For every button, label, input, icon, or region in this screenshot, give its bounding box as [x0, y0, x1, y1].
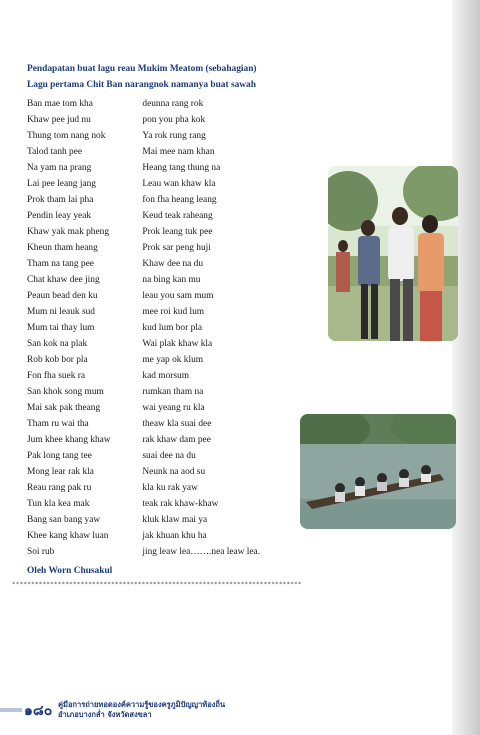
lyric-line-left: Khee kang khaw luan: [27, 531, 109, 541]
lyric-line-left: Bang san bang yaw: [27, 515, 101, 525]
lyric-line-left: Tham na tang pee: [27, 259, 94, 269]
lyric-line-right: suai dee na du: [142, 451, 196, 461]
lyric-line-left: San kok na plak: [27, 339, 88, 349]
lyric-line-left: Soi rub: [27, 547, 55, 557]
lyric-line-left: Na yam na prang: [27, 163, 92, 173]
lyric-row: [27, 256, 277, 272]
footer-line-2: อำเภอบางกล่ำ จังหวัดสงขลา: [58, 710, 152, 719]
lyric-line-right: teak rak khaw-khaw: [142, 499, 219, 509]
lyric-line-left: Talod tanh pee: [27, 147, 83, 157]
lyric-line-left: Rob kob bor pla: [27, 355, 88, 365]
field-people-photo: [328, 166, 458, 341]
lyric-line-left: Tham ru wai tha: [27, 419, 89, 429]
lyric-line-right: Khaw dee na du: [142, 259, 204, 269]
lyric-row: [27, 528, 277, 544]
lyric-line-right: Heang tang thung na: [142, 163, 221, 173]
lyric-row: [27, 224, 277, 240]
lyric-line-right: Prok sar peng huji: [142, 243, 211, 253]
lyric-line-right: Wai plak khaw kla: [142, 339, 213, 349]
lyric-line-left: Kheun tham heang: [27, 243, 98, 253]
lyric-line-right: jing leaw lea…….nea leaw lea.: [142, 547, 261, 557]
footer-caption: [58, 700, 225, 720]
lyric-row: [27, 384, 277, 400]
lyric-row: [27, 176, 277, 192]
lyric-row: [27, 544, 277, 560]
lyric-line-left: San khok song mum: [27, 387, 104, 397]
lyric-row: [27, 496, 277, 512]
lyric-line-left: Mum tai thay lum: [27, 323, 95, 333]
lyric-row: [27, 480, 277, 496]
lyric-row: [27, 128, 277, 144]
lyric-line-right: deunna rang rok: [142, 99, 204, 109]
lyric-row: [27, 512, 277, 528]
lyric-row: [27, 448, 277, 464]
lyric-row: [27, 400, 277, 416]
lyric-row: [27, 320, 277, 336]
lyric-line-right: rumkan tham na: [142, 387, 204, 397]
lyric-line-left: Pak long tang tee: [27, 451, 92, 461]
lyric-line-right: Leau wan khaw kla: [142, 179, 216, 189]
lyric-line-left: Mai sak pak theang: [27, 403, 101, 413]
lyric-line-left: Mong lear rak kla: [27, 467, 94, 477]
page-number: ๑๘๐: [24, 703, 53, 719]
lyric-row: [27, 96, 277, 112]
footer-line-1: คู่มือการถ่ายทอดองค์ความรู้ของครูภูมิปัญญาท้องถิ่น: [58, 700, 226, 709]
lyric-line-left: Khaw pee jud nu: [27, 115, 91, 125]
lyric-line-right: jak khuan khu ha: [142, 531, 207, 541]
lyric-row: [27, 368, 277, 384]
lyrics-table: [27, 96, 277, 560]
lyric-line-right: kluk klaw mai ya: [142, 515, 208, 525]
lyric-line-left: Mum ni leauk sud: [27, 307, 95, 317]
lyric-row: [27, 416, 277, 432]
lyric-row: [27, 192, 277, 208]
section-heading: Pendapatan buat lagu reau Mukim Meatom (sebahagian): [27, 64, 257, 74]
footer-bar: [0, 708, 22, 712]
lyric-line-right: me yap ok klum: [142, 355, 204, 365]
boat-river-photo: [300, 414, 456, 529]
lyric-line-left: Pendin leay yeak: [27, 211, 92, 221]
lyric-line-right: na bing kan mu: [142, 275, 201, 285]
lyric-line-left: Jum khee khang khaw: [27, 435, 111, 445]
lyric-line-right: mee roi kud lum: [142, 307, 205, 317]
lyric-line-right: fon fha heang leang: [142, 195, 217, 205]
lyric-line-right: leau you sam mum: [142, 291, 214, 301]
lyric-row: [27, 304, 277, 320]
lyric-line-left: Thung tom nang nok: [27, 131, 106, 141]
lyric-line-left: Khaw yak mak pheng: [27, 227, 110, 237]
lyric-line-right: Mai mee nam khan: [142, 147, 215, 157]
lyric-line-left: Tun kla kea mak: [27, 499, 90, 509]
lyric-line-right: pon you pha kok: [142, 115, 206, 125]
lyric-line-right: kud lum bor pla: [142, 323, 203, 333]
lyric-line-right: Ya rok rung rang: [142, 131, 206, 141]
lyric-line-right: Prok leang tuk pee: [142, 227, 213, 237]
lyric-row: [27, 288, 277, 304]
lyric-line-left: Reau rang pak ru: [27, 483, 92, 493]
author-credit: Oleh Worn Chusakul: [27, 566, 113, 576]
lyric-line-right: theaw kla suai dee: [142, 419, 212, 429]
lyric-line-right: Keud teak raheang: [142, 211, 213, 221]
lyric-line-left: Fon fha suek ra: [27, 371, 86, 381]
page-gutter-shadow: [452, 0, 480, 735]
lyric-row: [27, 160, 277, 176]
lyric-row: [27, 432, 277, 448]
lyric-line-left: Chat khaw dee jing: [27, 275, 100, 285]
lyric-row: [27, 352, 277, 368]
separator-line: ****************************************************************************: [12, 581, 302, 588]
lyric-line-right: rak khaw dam pee: [142, 435, 211, 445]
lyric-row: [27, 336, 277, 352]
lyric-row: [27, 144, 277, 160]
lyric-line-left: Peaun bead den ku: [27, 291, 98, 301]
song-title: Lagu pertama Chit Ban narangnok namanya buat sawah: [27, 80, 256, 90]
lyric-row: [27, 240, 277, 256]
lyric-line-right: kla ku rak yaw: [142, 483, 198, 493]
lyric-line-left: Prok tham lai pha: [27, 195, 94, 205]
lyric-row: [27, 272, 277, 288]
lyric-line-left: Ban mae tom kha: [27, 99, 93, 109]
lyric-row: [27, 208, 277, 224]
lyric-row: [27, 112, 277, 128]
lyric-line-right: Neunk na aod su: [142, 467, 206, 477]
lyric-line-right: kad morsum: [142, 371, 190, 381]
lyric-line-left: Lai pee leang jang: [27, 179, 96, 189]
lyric-line-right: wai yeang ru kla: [142, 403, 205, 413]
lyric-row: [27, 464, 277, 480]
